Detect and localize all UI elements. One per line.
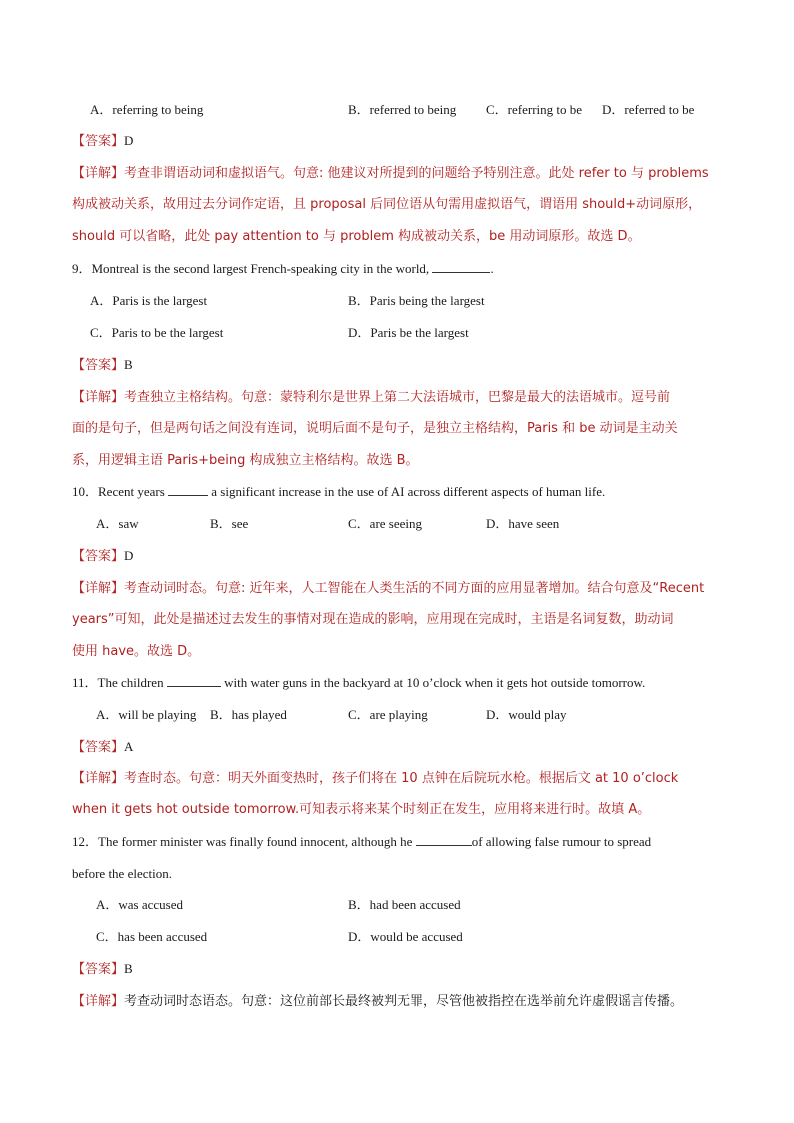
answer-blank (168, 482, 208, 496)
q10-answer: 【答案】D (72, 548, 134, 563)
q11-option-a: A．will be playing (96, 707, 197, 722)
q11-answer: 【答案】A (72, 739, 134, 754)
q9-detail-line-3: 系，用逻辑主语 Paris+being 构成独立主格结构。故选 B。 (72, 453, 419, 468)
q8-option-b: B．referred to being (348, 102, 457, 117)
q12-option-a: A．was accused (96, 897, 183, 912)
q8-detail-line-3: should 可以省略，此处 pay attention to 与 problem 构成被动关系，be 用动词原形。故选 D。 (72, 229, 641, 244)
q11-option-c: C．are playing (348, 707, 428, 722)
q9-detail-line-1: 【详解】考查独立主格结构。句意：蒙特利尔是世界上第二大法语城市，巴黎是最大的法语城市。逗号前 (72, 389, 671, 405)
q8-detail-line-2: 构成被动关系，故用过去分词作定语，且 proposal 后同位语从句需用虚拟语气，谓语用 should+动词原形， (72, 197, 702, 212)
q9-option-b: B．Paris being the largest (348, 293, 485, 308)
q9-stem: 9．Montreal is the second largest French-speaking city in the world, . (72, 261, 494, 276)
q8-option-c: C．referring to be (486, 102, 583, 117)
q9-option-a: A．Paris is the largest (90, 293, 208, 308)
q11-option-d: D．would play (486, 707, 567, 722)
q11-detail-line-1: 【详解】考查时态。句意：明天外面变热时，孩子们将在 10 点钟在后院玩水枪。根据后文 at 10 o’clock (72, 770, 679, 786)
q9-option-c: C．Paris to be the largest (90, 325, 224, 340)
q12-option-b: B．had been accused (348, 897, 461, 912)
q10-detail-line-3: 使用 have。故选 D。 (72, 644, 201, 659)
q12-answer: 【答案】B (72, 961, 133, 976)
q8-detail-line-1: 【详解】考查非谓语动词和虚拟语气。句意: 他建议对所提到的问题给予特别注意。此处 refer to 与 problems (72, 165, 709, 181)
q10-option-c: C．are seeing (348, 516, 423, 531)
q10-option-a: A．saw (96, 516, 139, 531)
detail-label: 【详解】 (72, 165, 125, 180)
q12-stem: 12．The former minister was finally found innocent, although he of allowing false rumour to spread (72, 834, 652, 849)
q10-option-b: B．see (210, 516, 249, 531)
q9-detail-line-2: 面的是句子，但是两句话之间没有连词，说明后面不是句子，是独立主格结构，Paris 和 be 动词是主动关 (72, 421, 678, 436)
q10-stem: 10．Recent years a significant increase in the use of AI across different aspects of human life. (72, 484, 606, 499)
answer-blank (167, 673, 221, 687)
q12-option-d: D．would be accused (348, 929, 463, 944)
q8-option-a: A．referring to being (90, 102, 204, 117)
q9-answer: 【答案】B (72, 357, 133, 372)
answer-label: 【答案】 (72, 133, 125, 148)
answer-blank (432, 259, 490, 273)
q11-option-b: B．has played (210, 707, 287, 722)
q12-stem-line-2: before the election. (72, 866, 172, 881)
q10-detail-line-1: 【详解】考查动词时态。句意: 近年来，人工智能在人类生活的不同方面的应用显著增加。结合句意及“Recent (72, 580, 705, 596)
q10-detail-line-2: years”可知，此处是描述过去发生的事情对现在造成的影响，应用现在完成时，主语是名词复数，助动词 (72, 612, 674, 627)
q8-answer: 【答案】D (72, 133, 134, 148)
q12-option-c: C．has been accused (96, 929, 208, 944)
q8-option-d: D．referred to be (602, 102, 695, 117)
q10-option-d: D．have seen (486, 516, 560, 531)
q9-option-d: D．Paris be the largest (348, 325, 469, 340)
answer-blank (416, 832, 472, 846)
q11-stem: 11．The children with water guns in the backyard at 10 o’clock when it gets hot outside tomorrow. (72, 675, 646, 690)
q11-detail-line-2: when it gets hot outside tomorrow.可知表示将来某个时刻正在发生，应用将来进行时。故填 A。 (72, 802, 651, 817)
q12-detail-line-1: 【详解】考查动词时态语态。句意：这位前部长最终被判无罪，尽管他被指控在选举前允许虚假谣言传播。 (72, 993, 684, 1009)
